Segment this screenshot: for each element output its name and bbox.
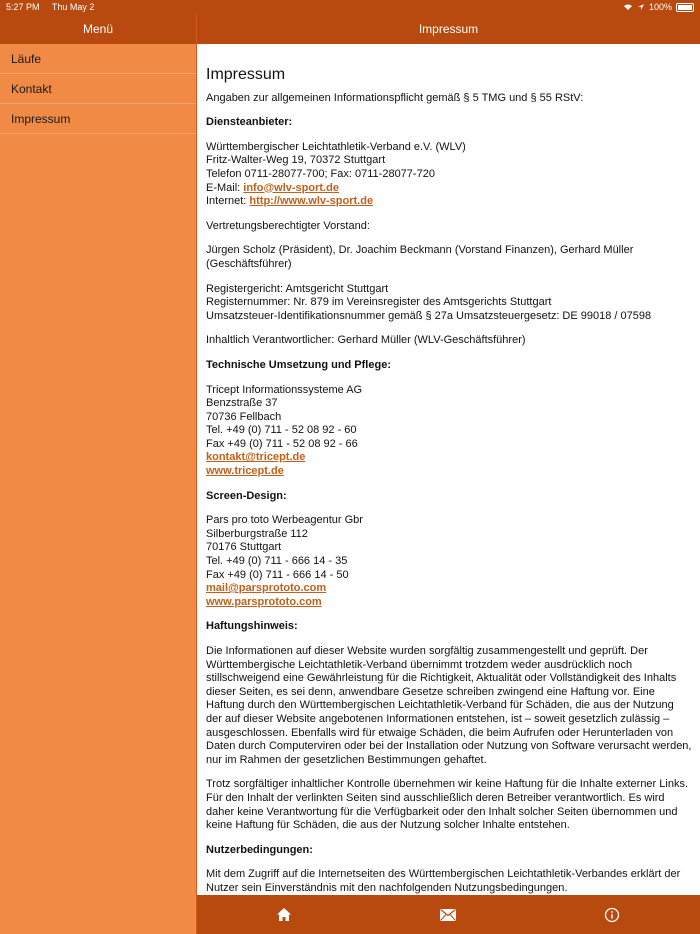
tech-email-link[interactable]: kontakt@tricept.de (206, 451, 306, 464)
home-icon (276, 907, 292, 922)
design-website-link[interactable]: www.parsprototo.com (206, 595, 322, 608)
design-heading: Screen-Design: (206, 489, 287, 502)
tech-website-link[interactable]: www.tricept.de (206, 465, 284, 478)
responsible-text: Inhaltlich Verantwortlicher: Gerhard Müller (WLV-Geschäftsführer) (206, 334, 526, 347)
register-line: Registergericht: Amtsgericht Stuttgart (206, 282, 389, 295)
design-line: Tel. +49 (0) 711 - 666 14 - 35 (206, 555, 348, 568)
wifi-icon (623, 3, 633, 11)
tech-heading: Technische Umsetzung und Pflege: (206, 358, 391, 371)
design-line: Silberburgstraße 112 (206, 527, 308, 540)
page-title: Impressum (197, 14, 700, 44)
liability-text-2: Trotz sorgfältiger inhaltlicher Kontrolle übernehmen wir keine Haftung für die Inhalte externer Links. Für den Inhalt der verlinkten Seiten sind ausschließlich deren Betreiber verantwortlich. Es wird daher keine Verantwortung für die Verfügbarkeit oder den Inhalt solcher Seiten übernommen und keine Haftung für Schäden, die aus der Nutzung solcher Inhalte entstehen. (206, 778, 689, 832)
design-block (206, 514, 692, 609)
status-time: 5:27 PM (6, 2, 40, 12)
sidebar-title: Menü (0, 14, 196, 44)
mail-icon (440, 909, 456, 921)
sidebar-item-laeufe[interactable]: Läufe (0, 44, 196, 74)
content-title: Impressum (206, 66, 286, 83)
internet-label: Internet: (206, 195, 250, 208)
sidebar-item-impressum[interactable]: Impressum (0, 104, 196, 134)
main-pane (197, 14, 700, 934)
register-line: Registernummer: Nr. 879 im Vereinsregister des Amtsgerichts Stuttgart (206, 296, 552, 309)
sidebar-item-kontakt[interactable]: Kontakt (0, 74, 196, 104)
sidebar (0, 14, 196, 934)
website-link[interactable]: http://www.wlv-sport.de (249, 195, 374, 208)
email-label: E-Mail: (206, 181, 244, 194)
status-bar (0, 0, 700, 14)
board-text: Jürgen Scholz (Präsident), Dr. Joachim Beckmann (Vorstand Finanzen), Gerhard Müller (Geschäftsführer) (206, 244, 634, 270)
liability-heading: Haftungshinweis: (206, 620, 298, 633)
battery-percent: 100% (648, 2, 672, 12)
email-link[interactable]: info@wlv-sport.de (243, 181, 339, 194)
status-date: Thu May 2 (51, 2, 95, 12)
register-line: Umsatzsteuer-Identifikationsnummer gemäß § 27a Umsatzsteuergesetz: DE 99018 / 07598 (206, 309, 652, 322)
tech-line: Tricept Informationssysteme AG (206, 383, 363, 396)
design-line: Pars pro toto Werbeagentur Gbr (206, 514, 363, 527)
tab-info[interactable] (592, 895, 632, 934)
tech-line: Tel. +49 (0) 711 - 52 08 92 - 60 (206, 424, 357, 437)
provider-line: Württembergischer Leichtathletik-Verband e.V. (WLV) (206, 140, 466, 153)
provider-line: Fritz-Walter-Weg 19, 70372 Stuttgart (206, 154, 386, 167)
provider-line: Telefon 0711-28077-700; Fax: 0711-28077-720 (206, 167, 435, 180)
intro-text: Angaben zur allgemeinen Informationspflicht gemäß § 5 TMG und § 55 RStV: (206, 91, 584, 104)
location-icon (637, 3, 645, 11)
liability-text-1: Die Informationen auf dieser Website wurden sorgfältig zusammengestellt und geprüft. Der Württembergische Leichtathletik-Verband übernimmt trotzdem weder ausdrücklich noch stillschweigend eine Gewährleistung für die Richtigkeit, Aktualität oder Vollständigkeit des Inhalts dieser Seiten, es sei denn, anwendbare Gesetze schreiben zwingend eine Haftung vor. Eine Haftung durch den Württembergischen Leichtathletik-Verband für Schäden, die aus der Nutzung der auf dieser Website angebotenen Informationen entstehen, ist – soweit gesetzlich zulässig – ausgeschlossen. Ebenfalls wird für etwaige Schäden, die beim Aufrufen oder Herunterladen von Daten durch Computerviren oder bei der Installation oder Nutzung von Software verursacht werden, nur im Rahmen der gesetzlichen Bestimmungen gehaftet. (206, 645, 692, 766)
provider-block (206, 141, 692, 209)
register-block (206, 283, 692, 324)
design-line: 70176 Stuttgart (206, 541, 282, 554)
tech-line: Fax +49 (0) 711 - 52 08 92 - 66 (206, 437, 358, 450)
tech-line: 70736 Fellbach (206, 410, 282, 423)
tech-block (206, 384, 692, 479)
terms-text: Mit dem Zugriff auf die Internetseiten des Württembergischen Leichtathletik-Verbandes erklärt der Nutzer sein Einverständnis mit den nachfolgenden Nutzungsbedingungen. (206, 868, 681, 894)
tab-home[interactable] (264, 895, 304, 934)
tab-contact[interactable] (428, 895, 468, 934)
design-email-link[interactable]: mail@parsprototo.com (206, 582, 327, 595)
terms-heading: Nutzerbedingungen: (206, 843, 313, 856)
tech-line: Benzstraße 37 (206, 397, 278, 410)
tab-bar (197, 895, 700, 934)
content-scroll[interactable] (206, 44, 692, 895)
design-line: Fax +49 (0) 711 - 666 14 - 50 (206, 568, 349, 581)
battery-icon (676, 3, 694, 12)
info-icon (604, 907, 620, 923)
provider-heading: Diensteanbieter: (206, 116, 293, 129)
board-heading: Vertretungsberechtigter Vorstand: (206, 219, 370, 232)
